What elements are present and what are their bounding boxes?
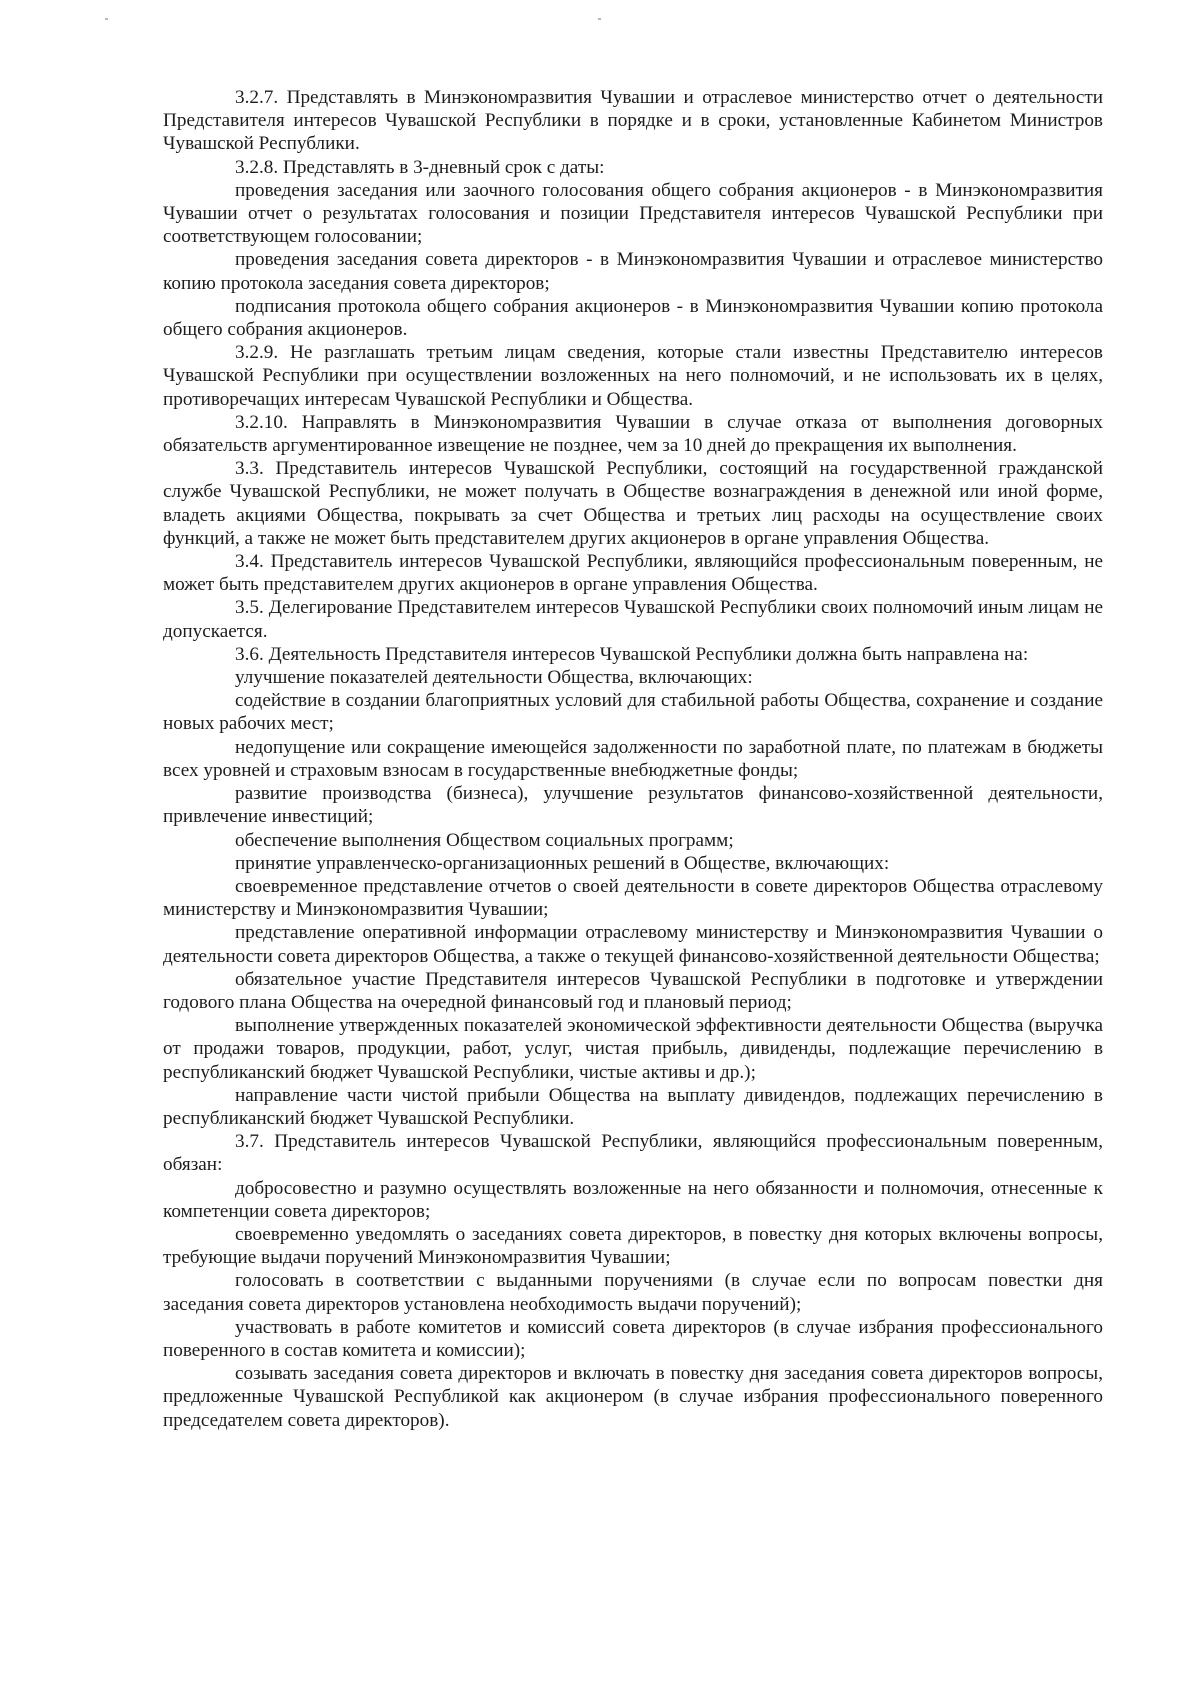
clause-3-6-item-6: принятие управленческо-организационных решений в Обществе, включающих: [235,852,890,874]
clause-3-7-item-1: добросовестно и разумно осуществлять возложенные на него обязанности и полномочия, отнесенные к компетенции совета директоров; [163,1177,1103,1222]
clause-3-6-item-3: недопущение или сокращение имеющейся задолженности по заработной плате, по платежам в бюджеты всех уровней и страховым взносам в государственные внебюджетные фонды; [163,736,1103,781]
clause-3-6: 3.6. Деятельность Представителя интересов Чувашской Республики должна быть направлена на: [235,643,1029,665]
clause-3-2-8-item-2: проведения заседания совета директоров - в Минэкономразвития Чувашии и отраслевое министерство копию протокола заседания совета директоров; [163,249,1103,294]
clause-3-2-8-item-1: проведения заседания или заочного голосования общего собрания акционеров - в Минэкономразвития Чувашии отчет о результатах голосования и позиции Представителя интересов Чувашской Республики при соответствующем голосовании; [163,179,1103,248]
clause-3-7: 3.7. Представитель интересов Чувашской Республики, являющийся профессиональным поверенным, обязан: [163,1131,1103,1176]
clause-3-7-item-2: своевременно уведомлять о заседаниях совета директоров, в повестку дня которых включены вопросы, требующие выдачи поручений Минэкономразвития Чувашии; [163,1223,1103,1269]
clause-3-6-item-5: обеспечение выполнения Обществом социальных программ; [235,829,734,851]
scan-artifact-left [105,18,108,20]
clause-3-2-9: 3.2.9. Не разглашать третьим лицам сведения, которые стали известны Представителю интересов Чувашской Республики при осуществлении возложенных на него полномочий, и не использовать их в целях, противоречащих интересам Чувашской Республики и Общества. [163,342,1103,410]
clause-3-6-item-2: содействие в создании благоприятных условий для стабильной работы Общества, сохранение и создание новых рабочих мест; [163,690,1103,735]
clause-3-7-item-5: созывать заседания совета директоров и включать в повестку дня заседания совета директоров вопросы, предложенные Чувашской Республикой как акционером (в случае избрания профессионального поверенного председателем совета директоров). [163,1363,1103,1431]
clause-3-2-10: 3.2.10. Направлять в Минэкономразвития Чувашии в случае отказа от выполнения договорных обязательств аргументированное извещение не позднее, чем за 10 дней до прекращения их выполнения. [163,411,1103,457]
clause-3-2-7: 3.2.7. Представлять в Минэкономразвития Чувашии и отраслевое министерство отчет о деятельности Представителя интересов Чувашской Республики в порядке и в сроки, установленные Кабинетом Министров Чувашской Республики. [163,87,1103,155]
clause-3-7-item-4: участвовать в работе комитетов и комиссий совета директоров (в случае избрания профессионального поверенного в состав комитета и комиссии); [163,1316,1103,1361]
document-page [163,86,1103,1432]
clause-3-2-8: 3.2.8. Представлять в 3-дневный срок с даты: [235,156,605,178]
clause-3-6-item-11: направление части чистой прибыли Общества на выплату дивидендов, подлежащих перечислению в республиканский бюджет Чувашской Республики. [163,1084,1103,1129]
clause-3-2-8-item-3: подписания протокола общего собрания акционеров - в Минэкономразвития Чувашии копию протокола общего собрания акционеров. [163,295,1103,341]
scan-artifact-right [598,18,601,20]
clause-3-6-item-7: своевременное представление отчетов о своей деятельности в совете директоров Общества отраслевому министерству и Минэкономразвития Чувашии; [163,875,1103,921]
clause-3-5: 3.5. Делегирование Представителем интересов Чувашской Республики своих полномочий иным лицам не допускается. [163,597,1103,642]
clause-3-6-item-10: выполнение утвержденных показателей экономической эффективности деятельности Общества (выручка от продажи товаров, продукции, работ, услуг, чистая прибыль, дивиденды, подлежащие перечислению в республиканский бюджет Чувашской Республики, чистые активы и др.); [163,1015,1103,1083]
clause-3-4: 3.4. Представитель интересов Чувашской Республики, являющийся профессиональным поверенным, не может быть представителем других акционеров в органе управления Общества. [163,551,1103,596]
clause-3-6-item-8: представление оперативной информации отраслевому министерству и Минэкономразвития Чувашии о деятельности совета директоров Общества, а также о текущей финансово-хозяйственной деятельности Общества; [163,922,1103,967]
clause-3-6-item-1: улучшение показателей деятельности Общества, включающих: [235,667,753,689]
clause-3-7-item-3: голосовать в соответствии с выданными поручениями (в случае если по вопросам повестки дня заседания совета директоров установлена необходимость выдачи поручений); [163,1270,1103,1315]
clause-3-6-item-4: развитие производства (бизнеса), улучшение результатов финансово-хозяйственной деятельности, привлечение инвестиций; [163,783,1103,828]
clause-3-6-item-9: обязательное участие Представителя интересов Чувашской Республики в подготовке и утверждении годового плана Общества на очередной финансовый год и плановый период; [163,968,1103,1013]
clause-3-3: 3.3. Представитель интересов Чувашской Республики, состоящий на государственной гражданской службе Чувашской Республики, не может получать в Обществе вознаграждения в денежной или иной форме, владеть акциями Общества, покрывать за счет Общества и третьих лиц расходы на осуществление своих функций, а также не может быть представителем других акционеров в органе управления Общества. [163,458,1103,549]
